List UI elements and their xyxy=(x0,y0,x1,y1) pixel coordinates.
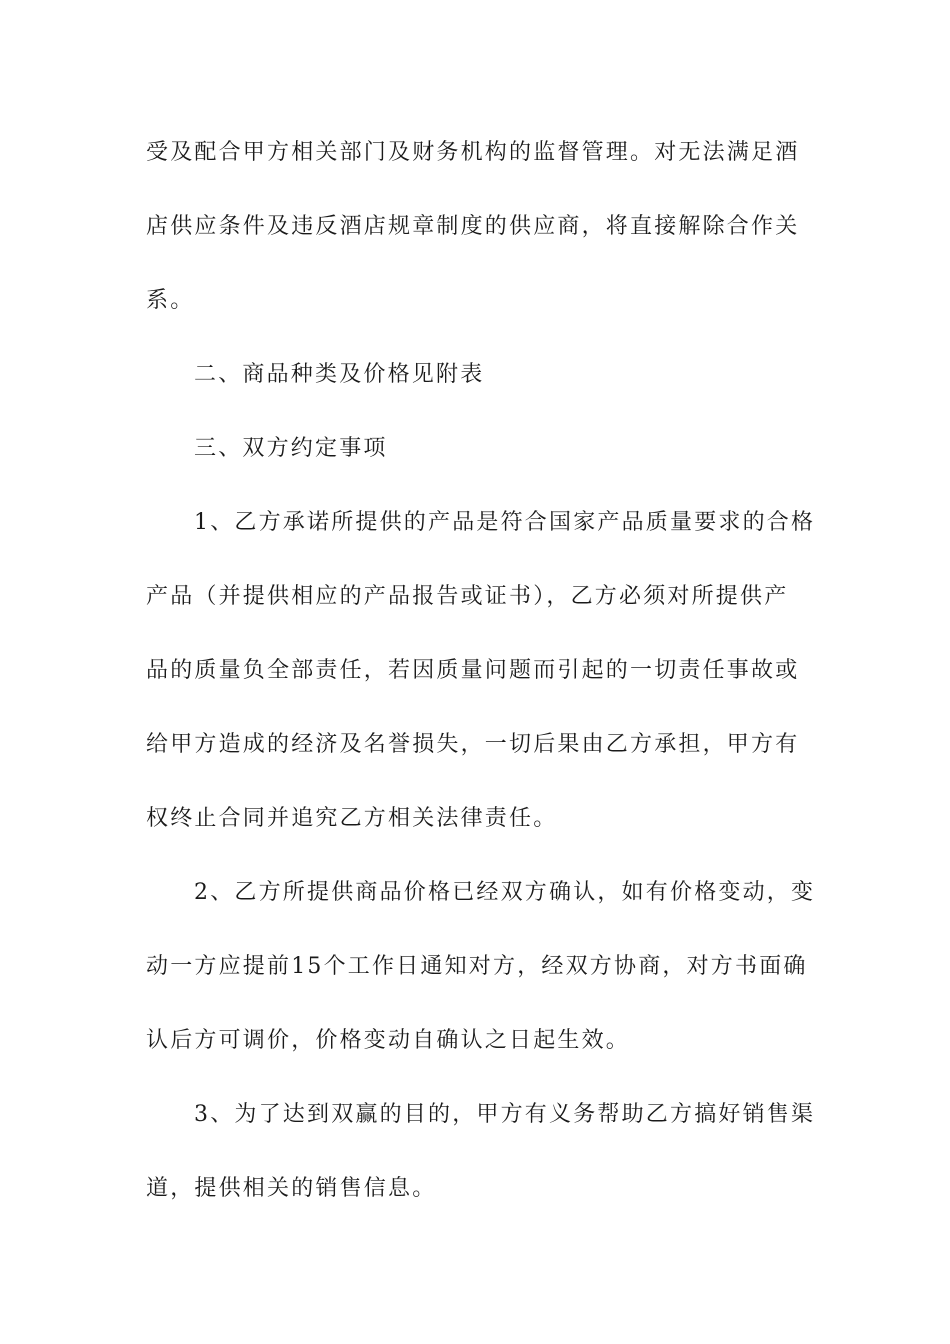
paragraph-line: 系。 xyxy=(146,288,195,313)
clause-3-line: 道，提供相关的销售信息。 xyxy=(146,1176,437,1201)
clause-1-line: 1、乙方承诺所提供的产品是符合国家产品质量要求的合格 xyxy=(194,510,816,535)
section-heading-2: 二、商品种类及价格见附表 xyxy=(194,362,485,387)
paragraph-line: 店供应条件及违反酒店规章制度的供应商，将直接解除合作关 xyxy=(146,214,800,239)
clause-1-line: 权终止合同并追究乙方相关法律责任。 xyxy=(146,806,558,831)
clause-1-line: 给甲方造成的经济及名誉损失，一切后果由乙方承担，甲方有 xyxy=(146,732,800,757)
clause-2-line: 2、乙方所提供商品价格已经双方确认，如有价格变动，变 xyxy=(194,880,816,905)
clause-1-line: 产品（并提供相应的产品报告或证书），乙方必须对所提供产 xyxy=(146,584,789,609)
clause-2-line: 认后方可调价，价格变动自确认之日起生效。 xyxy=(146,1028,631,1053)
section-heading-3: 三、双方约定事项 xyxy=(194,436,388,461)
paragraph-line: 受及配合甲方相关部门及财务机构的监督管理。对无法满足酒 xyxy=(146,140,800,165)
clause-2-line: 动一方应提前15个工作日通知对方，经双方协商，对方书面确 xyxy=(146,954,808,979)
document-body xyxy=(146,131,816,1241)
clause-3-line: 3、为了达到双赢的目的，甲方有义务帮助乙方搞好销售渠 xyxy=(194,1102,816,1127)
clause-1-line: 品的质量负全部责任，若因质量问题而引起的一切责任事故或 xyxy=(146,658,800,683)
